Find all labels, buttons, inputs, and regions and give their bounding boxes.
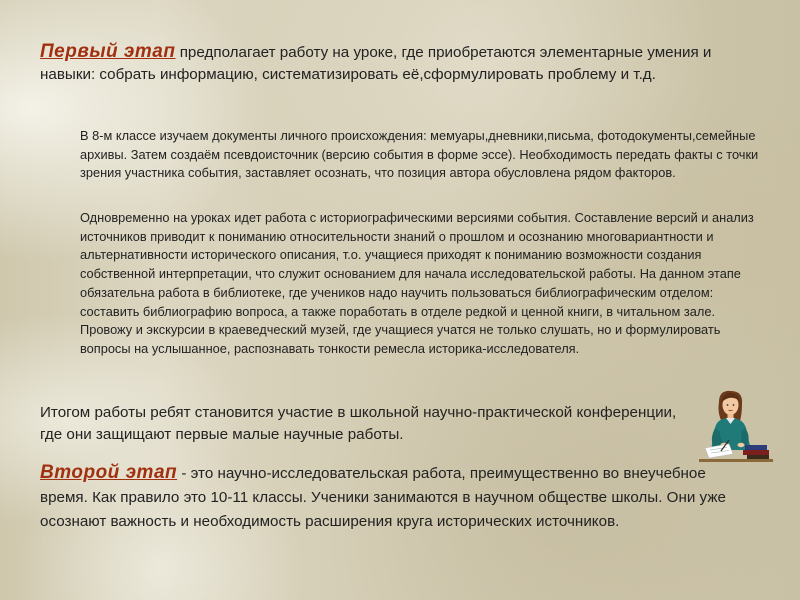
stage2-paragraph (40, 461, 750, 534)
stage2-heading-link[interactable]: Второй этап (40, 462, 178, 483)
stage1-paragraph (40, 41, 740, 86)
detail-paragraph-historiography: Одновременно на уроках идет работа с историографическими версиями события. Составление версий и анализ источников приводит к пониманию относительности знаний о прошлом и осознанию многовариантности и альтернативности исторического описания, т.о. учащиеся приходят к пониманию возможности создания собственной интерпретации, что служит основанием для начала исследовательской работы. На данном этапе обязательна работа в библиотеке, где учеников надо научить пользоваться библиографическим отделом: составить библиографию вопроса, а также поработать в отделе редкой и ценной книги, в читальном зале. Провожу и экскурсии в краеведческий музей, где учащиеся учатся не только слушать, но и формулировать вопросы на услышанное, распознавать тонкости ремесла историка-исследователя. (80, 210, 754, 356)
writing-student-icon (695, 388, 775, 468)
stage1-heading-link[interactable]: Первый этап (40, 41, 176, 62)
stage1-text: предполагает работу на уроке, где приобретаются элементарные умения и навыки: собрать информацию, систематизировать её,сформулировать проблему и т.д. (40, 44, 712, 83)
stage2-text: - это научно-исследовательская работа, преимущественно во внеучебное время. Как правило это 10-11 классы. Ученики занимаются в научном обществе школы. Они уже осознают важность и необходимость расширения круга исторических источников. (40, 465, 726, 530)
detail-paragraph-personal-documents: В 8-м классе изучаем документы личного происхождения: мемуары,дневники,письма, фотодокументы,семейные архивы. Затем создаём псевдоисточник (версию события в форме эссе). Необходимость передать факты с точки зрения участника события, заставляет осознать, что позиция автора обусловлена рядом факторов. (80, 128, 759, 181)
summary-paragraph: Итогом работы ребят становится участие в школьной научно-практической конференции, где они защищают первые малые научные работы. (40, 404, 677, 443)
